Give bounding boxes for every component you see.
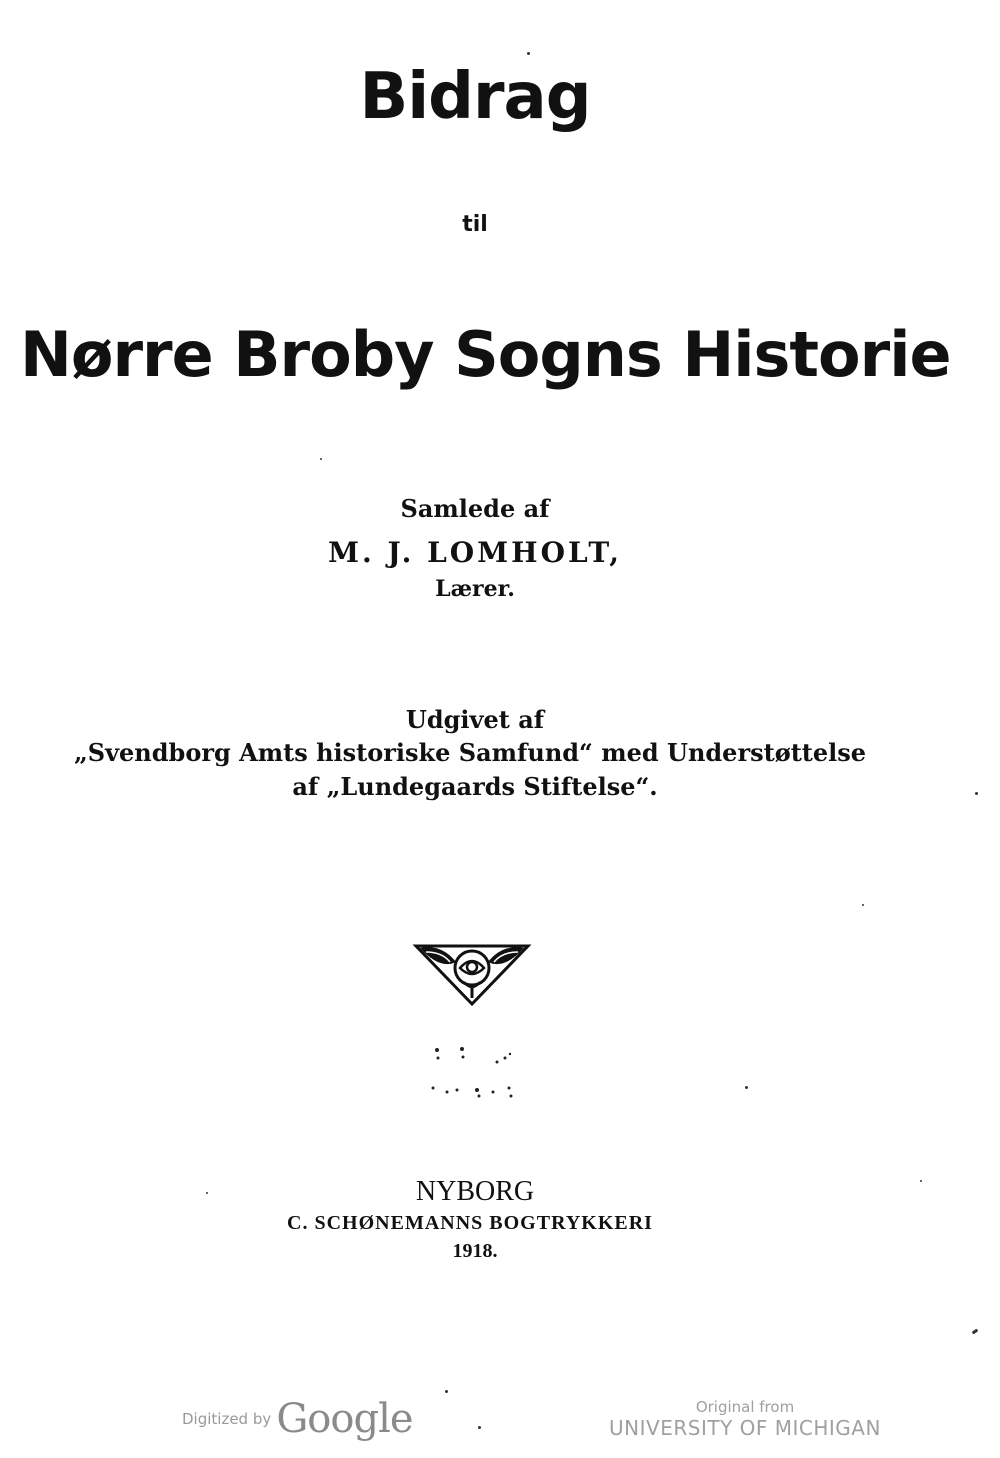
scan-speck (862, 904, 864, 906)
author-name: M. J. LOMHOLT, (328, 536, 622, 569)
digitized-label: Digitized by (182, 1410, 272, 1428)
original-label: Original from (695, 1398, 795, 1416)
publisher-line-2: af „Lundegaards Stiftelse“. (292, 772, 658, 801)
original-source: UNIVERSITY OF MICHIGAN (609, 1416, 881, 1440)
scan-speck (445, 1390, 448, 1393)
scan-speck (320, 458, 322, 460)
rose-ornament-icon (412, 940, 532, 1010)
library-stamp-specks (425, 1040, 525, 1112)
title-top: Bidrag (359, 60, 591, 134)
scan-speck (478, 1426, 481, 1429)
scan-speck (972, 1329, 979, 1335)
publisher-line-1: „Svendborg Amts historiske Samfund“ med Understøttelse (73, 738, 867, 767)
scan-speck (920, 1180, 922, 1182)
google-logo: Google (276, 1396, 413, 1442)
scan-speck (745, 1086, 748, 1089)
imprint-city: NYBORG (415, 1176, 535, 1207)
imprint-printer: C. SCHØNEMANNS BOGTRYKKERI (287, 1212, 653, 1234)
imprint-year: 1918. (452, 1240, 498, 1262)
published-by-label: Udgivet af (405, 705, 545, 734)
author-role: Lærer. (435, 576, 515, 602)
title-connector: til (462, 212, 488, 237)
scan-speck (206, 1192, 208, 1194)
digitized-by-watermark (182, 1396, 413, 1444)
page-title: Nørre Broby Sogns Historie (20, 318, 951, 391)
scan-speck (527, 52, 530, 55)
compiled-by-label: Samlede af (400, 494, 550, 523)
original-source-watermark (600, 1398, 890, 1440)
scan-speck (975, 792, 978, 795)
